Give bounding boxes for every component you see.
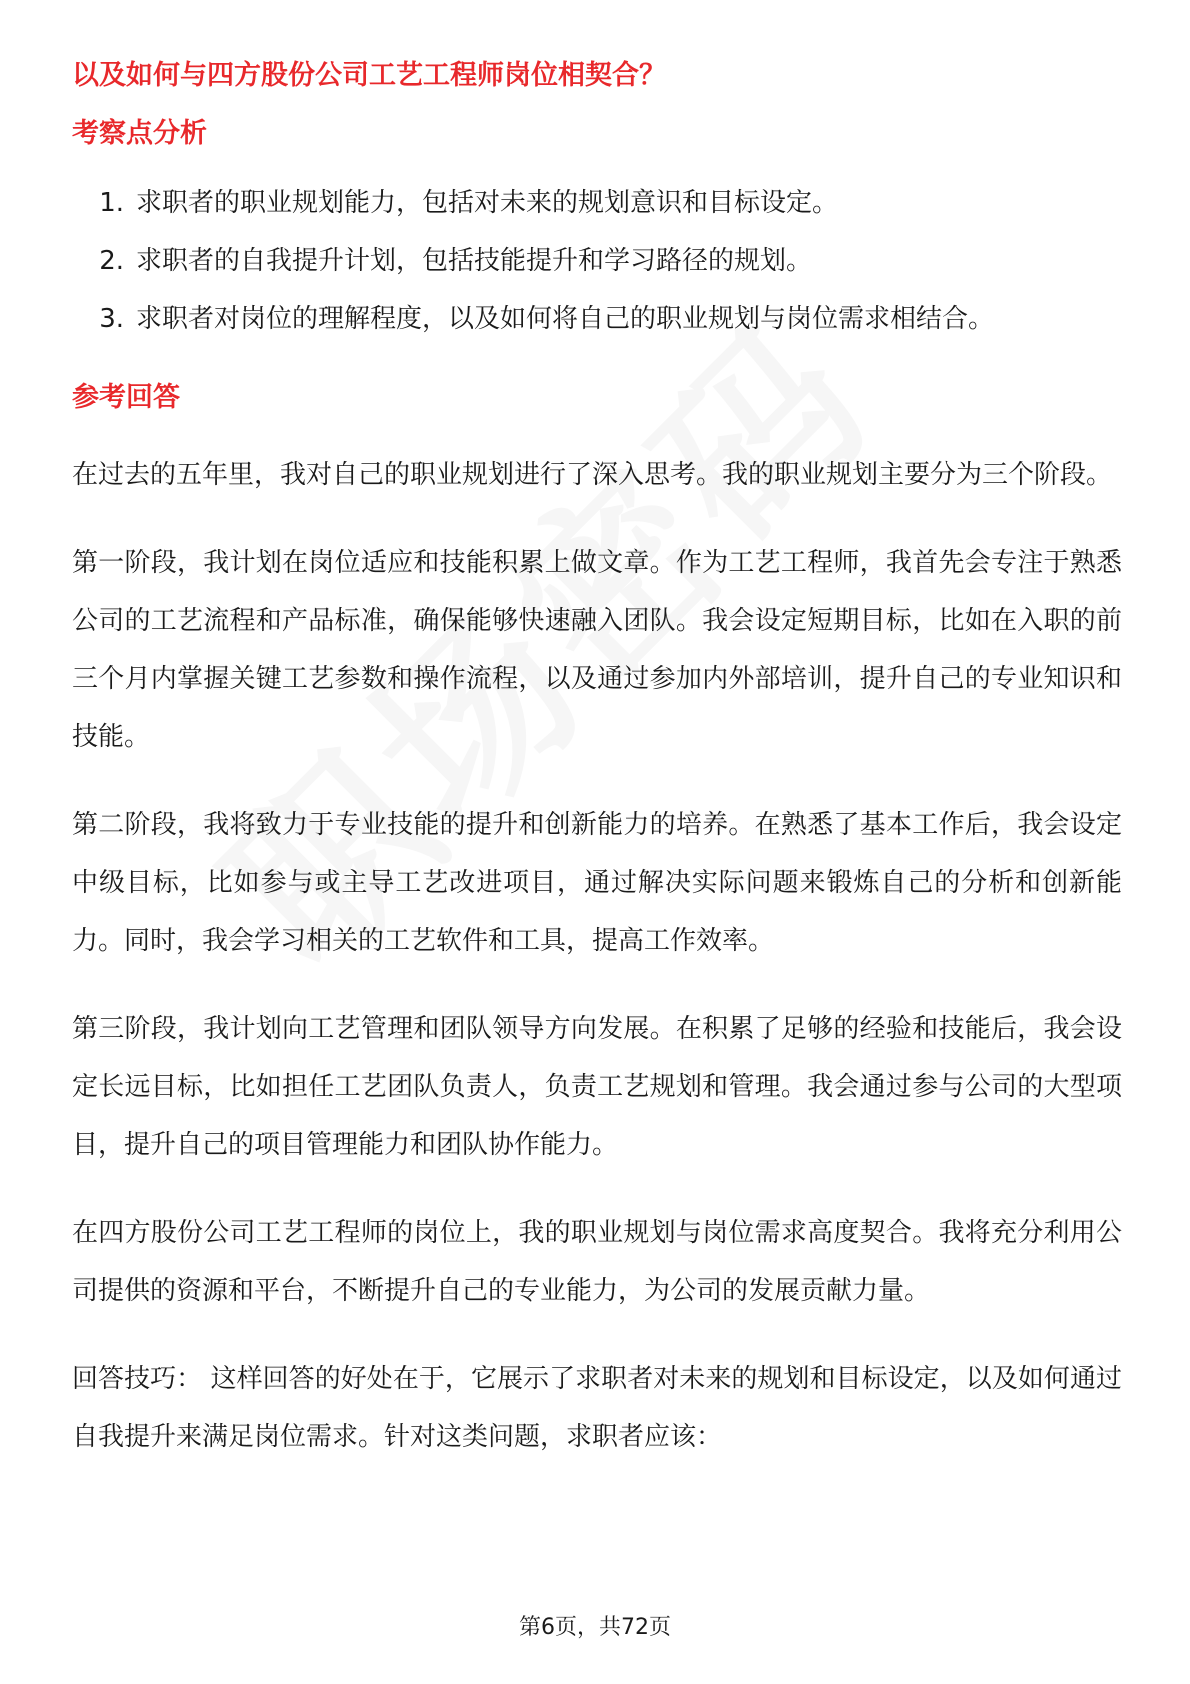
answer-heading: 参考回答 <box>72 382 180 413</box>
page-content <box>72 56 1122 1466</box>
list-item <box>72 232 1122 290</box>
answer-paragraph: 第一阶段，我计划在岗位适应和技能积累上做文章。作为工艺工程师，我首先会专注于熟悉公司的工艺流程和产品标准，确保能够快速融入团队。我会设定短期目标，比如在入职的前三个月内掌握关键工艺参数和操作流程，以及通过参加内外部培训，提升自己的专业知识和技能。 <box>72 548 1122 752</box>
list-item-text: 求职者的自我提升计划，包括技能提升和学习路径的规划。 <box>136 246 813 276</box>
list-item <box>72 290 1122 348</box>
analysis-heading: 考察点分析 <box>72 118 207 149</box>
analysis-list <box>72 174 1122 348</box>
page-number: 第6页，共72页 <box>519 1615 671 1640</box>
question-heading: 以及如何与四方股份公司工艺工程师岗位相契合？ <box>72 60 666 91</box>
tips-paragraph: 回答技巧： 这样回答的好处在于，它展示了求职者对未来的规划和目标设定，以及如何通过自我提升来满足岗位需求。针对这类问题，求职者应该： <box>72 1364 1122 1452</box>
answer-paragraph: 在过去的五年里，我对自己的职业规划进行了深入思考。我的职业规划主要分为三个阶段。 <box>72 460 1113 490</box>
answer-paragraph: 第二阶段，我将致力于专业技能的提升和创新能力的培养。在熟悉了基本工作后，我会设定中级目标，比如参与或主导工艺改进项目，通过解决实际问题来锻炼自己的分析和创新能力。同时，我会学习相关的工艺软件和工具，提高工作效率。 <box>72 810 1122 956</box>
list-item-text: 求职者的职业规划能力，包括对未来的规划意识和目标设定。 <box>136 188 839 218</box>
answer-paragraph: 第三阶段，我计划向工艺管理和团队领导方向发展。在积累了足够的经验和技能后，我会设定长远目标，比如担任工艺团队负责人，负责工艺规划和管理。我会通过参与公司的大型项目，提升自己的项目管理能力和团队协作能力。 <box>72 1014 1122 1160</box>
list-item-number: 2. <box>99 246 124 276</box>
list-item <box>72 174 1122 232</box>
list-item-text: 求职者对岗位的理解程度，以及如何将自己的职业规划与岗位需求相结合。 <box>136 304 995 334</box>
list-item-number: 3. <box>99 304 124 334</box>
answer-paragraph: 在四方股份公司工艺工程师的岗位上，我的职业规划与岗位需求高度契合。我将充分利用公司提供的资源和平台，不断提升自己的专业能力，为公司的发展贡献力量。 <box>72 1218 1122 1306</box>
list-item-number: 1. <box>99 188 124 218</box>
